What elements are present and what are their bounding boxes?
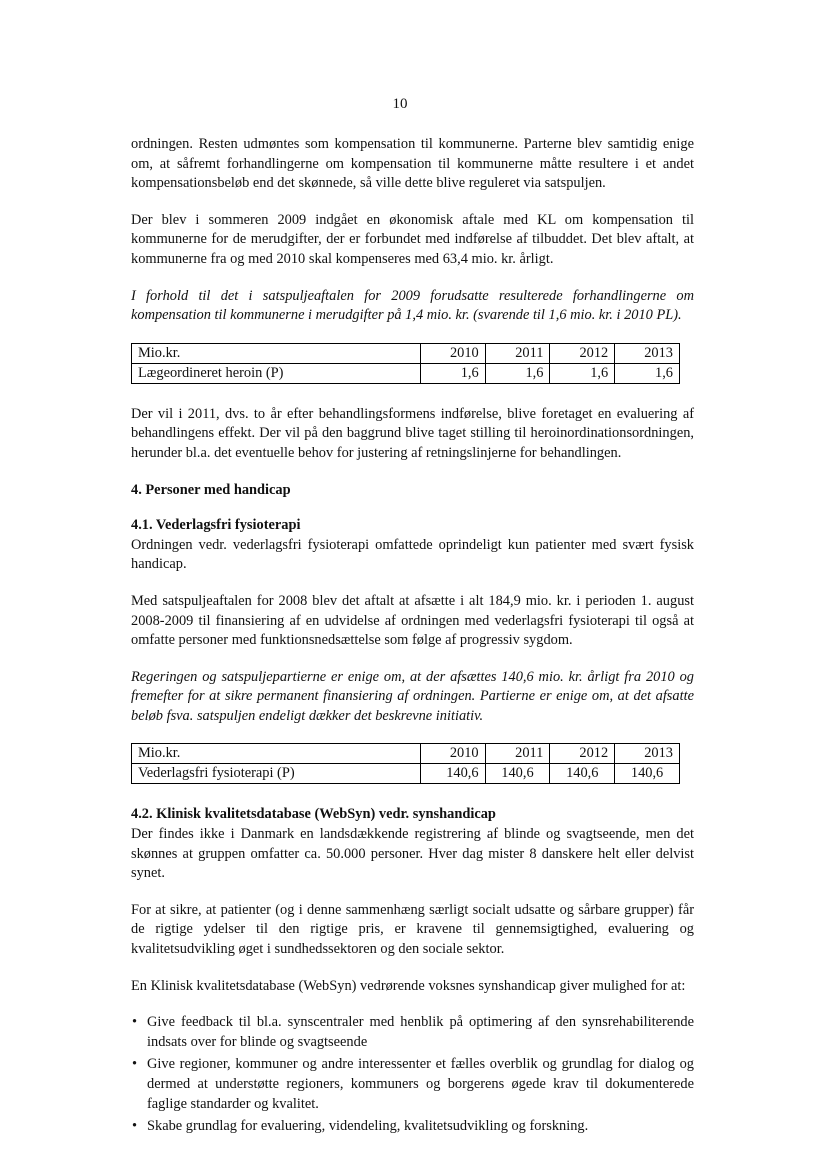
table-cell: Lægeordineret heroin (P) [132, 363, 421, 383]
paragraph-merudgifter-italic: I forhold til det i satspuljeaftalen for 2009 forudsatte resulterede forhandlingerne om kompensation til kommunerne i merudgifter på 1,4 mio. kr. (svarende til 1,6 mio. kr. i 2010 PL). [131, 287, 694, 324]
table-header-cell: 2012 [550, 343, 615, 363]
paragraph-satspuljeaftale-2008: Med satspuljeaftalen for 2008 blev det aftalt at afsætte i alt 184,9 mio. kr. i perioden 1. august 2008-2009 til finansiering af en udvidelse af ordningen med vederlagsfri fysioterapi til også at omfatte personer med funktionsnedsættelse som følge af progressiv sygdom. [131, 592, 694, 649]
table-cell: 1,6 [485, 363, 550, 383]
section-heading-handicap: 4. Personer med handicap [131, 481, 291, 498]
table-header-cell: Mio.kr. [132, 744, 421, 764]
paragraph-registrering: Der findes ikke i Danmark en landsdækkende registrering af blinde og svagtseende, men det skønnes at gruppen omfatter ca. 50.000 personer. Hver dag mister 8 danskere helt eller delvist synet. [131, 826, 694, 882]
paragraph-ordningen: Ordningen vedr. vederlagsfri fysioterapi omfattede oprindeligt kun patienter med svært fysisk handicap. [131, 536, 694, 573]
table-header-cell: 2011 [485, 343, 550, 363]
table-header-cell: 2013 [615, 343, 680, 363]
table-header-cell: Mio.kr. [132, 343, 421, 363]
subsection-heading-fysioterapi: 4.1. Vederlagsfri fysioterapi [131, 517, 301, 534]
bullet-icon: • [132, 1014, 138, 1031]
page-number: 10 [392, 96, 408, 112]
table-header-cell: 2013 [615, 744, 680, 764]
bullet-icon: • [132, 1118, 138, 1135]
table-cell: 1,6 [420, 363, 485, 383]
paragraph-evaluering: Der vil i 2011, dvs. to år efter behandlingsformens indførelse, blive foretaget en evaluering af behandlingens effekt. Der vil på den baggrund blive taget stilling til heroinordinationsordningen, herunder bl.a. det eventuelle behov for justering af retningslinjerne for behandlingen. [131, 405, 694, 461]
table-header-cell: 2011 [485, 744, 550, 764]
list-item-text: Give regioner, kommuner og andre interessenter et fælles overblik og grundlag for dialog og dermed at understøtte regioners, kommuners og borgerens øgede krav til dokumenterede faglige standarder og kvalitet. [147, 1056, 694, 1112]
table-cell: Vederlagsfri fysioterapi (P) [132, 764, 421, 784]
paragraph-okonomisk-aftale: Der blev i sommeren 2009 indgået en økonomisk aftale med KL om kompensation til kommunerne for de merudgifter, der er forbundet med indførelse af tilbuddet. Det blev aftalt, at kommunerne fra og med 2010 skal kompenseres med 63,4 mio. kr. årligt. [131, 211, 694, 267]
list-item [132, 1117, 694, 1137]
subsection-heading-websyn: 4.2. Klinisk kvalitetsdatabase (WebSyn) vedr. synshandicap [131, 806, 496, 823]
table-fysioterapi [131, 743, 680, 784]
list-item-text: Give feedback til bl.a. synscentraler med henblik på optimering af den synsrehabiliterende indsats over for blinde og svagtseende [147, 1014, 694, 1050]
bullet-list [131, 1013, 694, 1137]
table-cell: 140,6 [615, 764, 680, 784]
table-header-cell: 2010 [420, 744, 485, 764]
list-item-text: Skabe grundlag for evaluering, videndeling, kvalitetsudvikling og forskning. [147, 1118, 589, 1135]
table-header-cell: 2012 [550, 744, 615, 764]
table-header-cell: 2010 [420, 343, 485, 363]
paragraph-websyn-intro: En Klinisk kvalitetsdatabase (WebSyn) vedrørende voksnes synshandicap giver mulighed for at: [131, 977, 686, 994]
list-item [132, 1013, 694, 1052]
table-cell: 140,6 [550, 764, 615, 784]
bullet-icon: • [132, 1056, 138, 1073]
list-item [132, 1055, 694, 1114]
table-cell: 1,6 [550, 363, 615, 383]
table-row [132, 363, 680, 383]
table-cell: 140,6 [420, 764, 485, 784]
table-header-row [132, 343, 680, 363]
table-heroin [131, 343, 680, 384]
paragraph-kompensation: ordningen. Resten udmøntes som kompensation til kommunerne. Parterne blev samtidig enige om, at såfremt forhandlingerne om kompensation til kommunerne måtte resultere i et andet kompensationsbeløb end det skønnede, så ville dette blive reguleret via satspuljen. [131, 136, 694, 192]
table-header-row [132, 744, 680, 764]
paragraph-regeringen-italic: Regeringen og satspuljepartierne er enige om, at der afsættes 140,6 mio. kr. årligt fra 2010 og fremefter for at sikre permanent finansiering af ordningen. Partierne er enige om, at det afsatte beløb fsva. satspuljen endeligt dækker det beskrevne initiativ. [131, 668, 694, 724]
table-row [132, 764, 680, 784]
table-cell: 1,6 [615, 363, 680, 383]
page-content [131, 135, 694, 1140]
paragraph-gennemsigtighed: For at sikre, at patienter (og i denne sammenhæng særligt socialt udsatte og sårbare grupper) får de rigtige ydelser til den rigtige pris, er kravene til gennemsigtighed, evaluering og kvalitetsudvikling øget i sundhedssektoren og den sociale sektor. [131, 901, 694, 958]
table-cell: 140,6 [485, 764, 550, 784]
